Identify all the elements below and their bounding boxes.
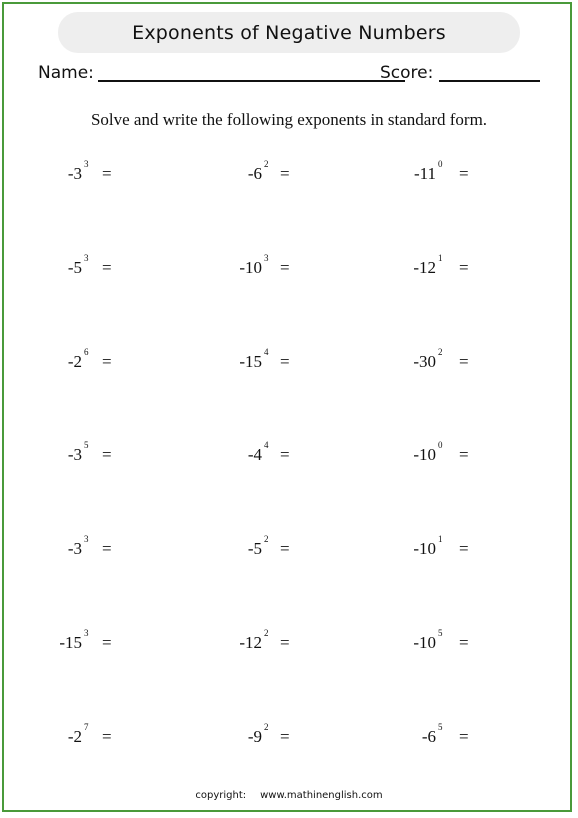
problem-exponent: 6 (84, 347, 89, 357)
problem-exponent: 3 (84, 534, 89, 544)
exponent-problem (0, 440, 578, 469)
exponent-problem (0, 159, 578, 188)
problem-base: -6 (421, 727, 436, 746)
problem-exponent: 0 (438, 159, 443, 169)
worksheet-title-text: Exponents of Negative Numbers (132, 21, 446, 44)
equals-sign: = (459, 258, 469, 277)
problem-base: -15 (239, 352, 262, 371)
problem-exponent: 3 (84, 628, 89, 638)
problem-exponent: 0 (438, 440, 443, 450)
problem-exponent: 3 (264, 253, 269, 263)
equals-sign: = (102, 258, 112, 277)
problem-base: -12 (239, 633, 262, 652)
problem-exponent: 3 (84, 159, 89, 169)
score-label: Score: (380, 63, 434, 83)
problem-base: -5 (247, 539, 262, 558)
problem-exponent: 5 (438, 628, 443, 638)
exponent-problem (0, 253, 578, 282)
equals-sign: = (280, 445, 290, 464)
name-blank-line[interactable] (98, 80, 405, 82)
problem-base: -10 (239, 258, 262, 277)
problem-base: -4 (247, 445, 262, 464)
equals-sign: = (459, 633, 469, 652)
problem-base: -10 (413, 539, 436, 558)
equals-sign: = (102, 352, 112, 371)
equals-sign: = (102, 445, 112, 464)
footer (0, 790, 578, 801)
exponent-problem (0, 628, 578, 657)
name-label: Name: (38, 63, 94, 83)
problem-base: -2 (67, 727, 82, 746)
problem-base: -3 (67, 539, 82, 558)
problem-exponent: 1 (438, 253, 443, 263)
equals-sign: = (280, 352, 290, 371)
equals-sign: = (280, 633, 290, 652)
equals-sign: = (280, 258, 290, 277)
exponent-problem (0, 534, 578, 563)
problem-base: -3 (67, 445, 82, 464)
problem-base: -10 (413, 445, 436, 464)
equals-sign: = (459, 539, 469, 558)
problem-exponent: 1 (438, 534, 443, 544)
problem-exponent: 5 (438, 722, 443, 732)
equals-sign: = (102, 164, 112, 183)
exponent-problem (0, 347, 578, 376)
equals-sign: = (459, 352, 469, 371)
problem-exponent: 5 (84, 440, 89, 450)
equals-sign: = (459, 164, 469, 183)
website-link[interactable]: www.mathinenglish.com (260, 790, 383, 801)
equals-sign: = (280, 164, 290, 183)
problem-exponent: 2 (438, 347, 443, 357)
problem-exponent: 7 (84, 722, 89, 732)
worksheet-title (58, 12, 520, 53)
problem-exponent: 2 (264, 628, 269, 638)
problem-base: -2 (67, 352, 82, 371)
instructions: Solve and write the following exponents in standard form. (90, 110, 488, 129)
problem-exponent: 3 (84, 253, 89, 263)
problem-base: -11 (413, 164, 436, 183)
problem-base: -5 (67, 258, 82, 277)
problem-base: -12 (413, 258, 436, 277)
problem-base: -30 (413, 352, 436, 371)
problem-exponent: 2 (264, 534, 269, 544)
problem-exponent: 2 (264, 722, 269, 732)
equals-sign: = (280, 539, 290, 558)
problem-exponent: 2 (264, 159, 269, 169)
problem-base: -15 (59, 633, 82, 652)
equals-sign: = (102, 727, 112, 746)
equals-sign: = (459, 445, 469, 464)
copyright-label: copyright: (195, 790, 247, 801)
equals-sign: = (102, 539, 112, 558)
problem-base: -3 (67, 164, 82, 183)
name-score-row (38, 60, 548, 88)
problem-base: -10 (413, 633, 436, 652)
problem-exponent: 4 (264, 347, 269, 357)
exponent-problem (0, 722, 578, 751)
problem-base: -9 (247, 727, 262, 746)
problem-base: -6 (247, 164, 262, 183)
problem-exponent: 4 (264, 440, 269, 450)
equals-sign: = (102, 633, 112, 652)
equals-sign: = (280, 727, 290, 746)
score-blank-line[interactable] (439, 80, 540, 82)
equals-sign: = (459, 727, 469, 746)
